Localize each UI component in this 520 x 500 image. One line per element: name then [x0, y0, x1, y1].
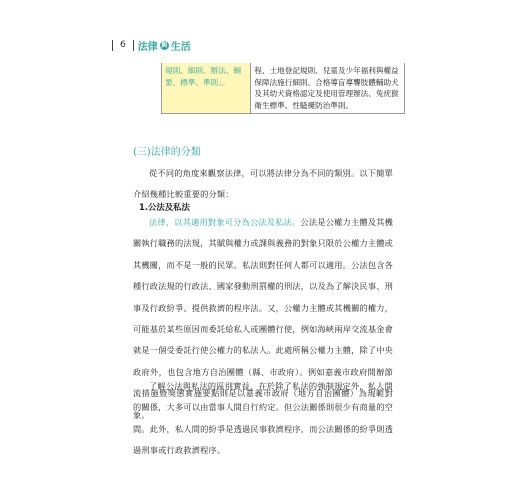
header-divider	[133, 40, 134, 51]
page-number: 6	[120, 40, 126, 50]
book-title	[138, 38, 191, 53]
page-header	[112, 38, 191, 52]
law-examples-table	[161, 63, 405, 114]
section-heading: (三)法律的分類	[133, 147, 201, 158]
book-title-left: 法律	[137, 41, 158, 53]
intro-paragraph: 從不同的角度來觀察法律，可以將法律分為不同的類別。以下簡單介紹幾種比較重要的分類：	[133, 168, 393, 200]
header-divider	[112, 40, 113, 51]
table-cell-category: 規則、細則、辦法、綱要、標準、準則」。	[162, 63, 251, 114]
body-text: 公法是公權力主體及其機關執行職務的法規，其賦與權力或課與義務的對象只限於公權力主體或其機關，而不是一般的民眾。私法則對任何人都可以適用。公法包含各種行政法規的行政法、國家發動刑罰權的刑法，以及為了解決民事、刑事及行政紛爭、提供救濟的程序法。又，公權力主體或其機關的權力，可能基於某些原因而委託給私人或團體行使，例如海峽兩岸交流基金會就是一個受委託行使公權力的私法人。此處所稱公權力主體，除了中央政府外，也包含地方自治團體（縣、市政府）。例如嘉義市政府開辦節流措施暨獎懲實施要點則是以嘉義市政府（地方自治團體）為規範對象。	[133, 217, 394, 420]
table-row	[162, 63, 405, 114]
highlight-text: 法律，以其適用對象可分為公法及私法。	[149, 217, 301, 227]
subsection-heading: 1.公法及私法	[139, 202, 190, 212]
table-cell-examples: 程、土地登記規則、兒童及少年福利與權益保障法施行細則、合格導盲導聾肢體輔助犬及其幼犬資格認定及使用管理辦法、兔疣猴衛生標準、性騷擾防治準則。	[251, 63, 405, 114]
book-title-dot: 與	[161, 41, 168, 49]
book-title-right: 生活	[170, 41, 191, 53]
closing-paragraph: 了解公法與私法的區別實益，在於除了私法的強制規定外，私人間的關係，大多可以由當事人間自行約定。但公法關係則很少有商量的空間。此外，私人間的紛爭是透過民事救濟程序，而公法關係的紛爭則透過刑事或行政救濟程序。	[133, 381, 394, 456]
